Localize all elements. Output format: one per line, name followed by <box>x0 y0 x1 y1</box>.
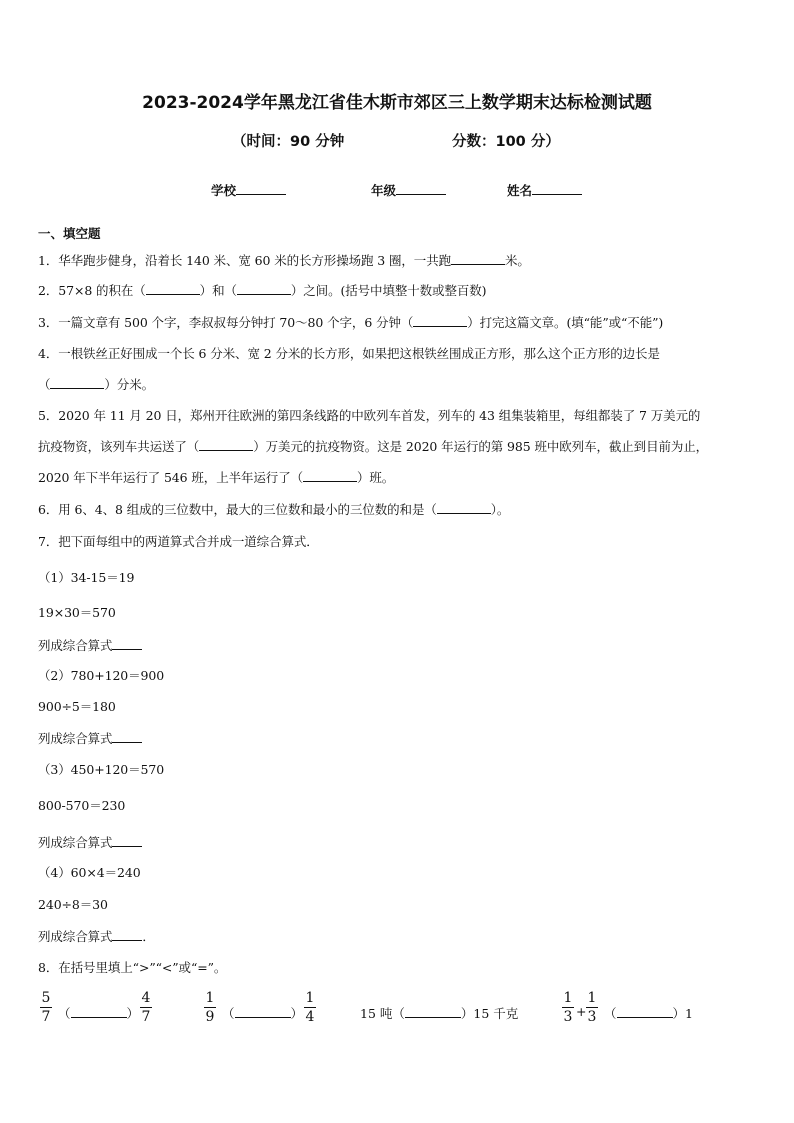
grade-label: 年级 <box>371 183 397 198</box>
school-blank[interactable] <box>236 182 286 195</box>
numerator: 1 <box>563 990 573 1006</box>
question-text: 4．一根铁丝正好围成一个长 6 分米、宽 2 分米的长方形，如果把这根铁丝围成正方形，那么这个正方形的边长是 <box>38 346 660 361</box>
question-5-cont <box>38 437 708 455</box>
school-label: 学校 <box>211 183 237 198</box>
compare-slot-3[interactable] <box>360 1004 518 1022</box>
paren-right: ） <box>126 1006 140 1021</box>
fraction-1-3-b <box>586 990 598 1025</box>
fraction-5-7 <box>40 990 52 1025</box>
name-label: 姓名 <box>507 183 533 198</box>
denominator: 3 <box>587 1009 597 1025</box>
fraction-1-9 <box>204 990 216 1025</box>
value-one: ）1 <box>672 1006 693 1021</box>
q7-group1-eq1: （1）34-15＝19 <box>38 570 135 585</box>
compare-slot-4[interactable] <box>604 1004 693 1022</box>
comparison-row <box>38 990 758 1040</box>
question-text: ）打完这篇文章。(填“能”或“不能”) <box>467 315 664 330</box>
denominator: 4 <box>305 1009 315 1025</box>
answer-blank[interactable] <box>413 315 467 327</box>
question-text: 列成综合算式 <box>38 929 113 944</box>
answer-blank[interactable] <box>112 835 142 847</box>
numerator: 5 <box>41 990 51 1006</box>
denominator: 9 <box>205 1009 215 1025</box>
question-text: 抗疫物资，该列车共运送了（ <box>38 439 200 454</box>
question-3 <box>38 313 663 331</box>
school-field[interactable] <box>211 181 286 199</box>
question-text: ）万美元的抗疫物资。这是 2020 年运行的第 985 班中欧列车，截止到目前为止， <box>253 439 709 454</box>
name-field[interactable] <box>507 181 582 199</box>
answer-blank[interactable] <box>405 1006 461 1018</box>
q7-group1-eq2: 19×30＝570 <box>38 605 116 620</box>
question-text: ）班。 <box>357 470 395 485</box>
question-text: 1．华华跑步健身，沿着长 140 米、宽 60 米的长方形操场跑 3 圈，一共跑 <box>38 253 452 268</box>
answer-blank[interactable] <box>199 439 253 451</box>
answer-blank[interactable] <box>112 638 142 650</box>
exam-meta <box>232 130 560 151</box>
numerator: 4 <box>141 990 151 1006</box>
question-text: ）和（ <box>199 283 237 298</box>
q7-group2-eq1: （2）780+120＝900 <box>38 668 165 683</box>
question-text: 列成综合算式 <box>38 835 113 850</box>
question-text: （ <box>38 377 51 392</box>
denominator: 3 <box>563 1009 573 1025</box>
exam-time: （时间：90 分钟 <box>232 134 345 150</box>
question-4 <box>38 344 660 362</box>
question-text: ）分米。 <box>104 377 155 392</box>
weight-tons: 15 吨（ <box>360 1006 405 1021</box>
answer-blank[interactable] <box>112 731 142 743</box>
grade-blank[interactable] <box>396 182 446 195</box>
answer-blank[interactable] <box>71 1006 127 1018</box>
answer-blank[interactable] <box>437 502 491 514</box>
q7-group3-eq2: 800-570＝230 <box>38 798 126 813</box>
fraction-1-4 <box>304 990 316 1025</box>
paren-left: （ <box>58 1006 71 1021</box>
answer-blank[interactable] <box>146 283 200 295</box>
question-text: ． <box>142 929 155 944</box>
denominator: 7 <box>141 1009 151 1025</box>
q7-group4-answer <box>38 927 155 945</box>
compare-slot-1[interactable] <box>58 1004 139 1022</box>
question-4-cont <box>38 375 154 393</box>
question-7: 7．把下面每组中的两道算式合并成一道综合算式． <box>38 534 319 549</box>
q7-group3-eq1: （3）450+120＝570 <box>38 762 165 777</box>
q7-group4-eq2: 240÷8＝30 <box>38 897 108 912</box>
q7-group3-answer <box>38 833 142 851</box>
grade-field[interactable] <box>371 181 446 199</box>
answer-blank[interactable] <box>112 929 142 941</box>
q7-group2-answer <box>38 729 142 747</box>
page-title: 2023-2024学年黑龙江省佳木斯市郊区三上数学期末达标检测试题 <box>142 93 652 113</box>
question-2 <box>38 281 486 299</box>
question-text: 列成综合算式 <box>38 731 113 746</box>
weight-kg: ）15 千克 <box>460 1006 519 1021</box>
section-heading: 一、填空题 <box>38 226 101 241</box>
plus-sign: + <box>576 1004 587 1019</box>
q7-group2-eq2: 900÷5＝180 <box>38 699 116 714</box>
question-text: 2020 年下半年运行了 546 班，上半年运行了（ <box>38 470 303 485</box>
question-text: 6．用 6、4、8 组成的三位数中，最大的三位数和最小的三位数的和是（ <box>38 502 437 517</box>
question-text: 列成综合算式 <box>38 638 113 653</box>
answer-blank[interactable] <box>451 253 505 265</box>
question-5-cont2 <box>38 468 394 486</box>
question-8: 8．在括号里填上“>”“<”或“=”。 <box>38 960 227 975</box>
question-1 <box>38 251 530 269</box>
answer-blank[interactable] <box>50 377 104 389</box>
question-text: ）。 <box>490 502 510 517</box>
question-5 <box>38 406 700 424</box>
question-6 <box>38 500 509 518</box>
answer-blank[interactable] <box>235 1006 291 1018</box>
name-blank[interactable] <box>532 182 582 195</box>
paren-left: （ <box>604 1006 617 1021</box>
question-text: ）之间。(括号中填整十数或整百数) <box>290 283 487 298</box>
numerator: 1 <box>205 990 215 1006</box>
exam-score: 分数：100 分） <box>452 134 560 150</box>
compare-slot-2[interactable] <box>222 1004 303 1022</box>
paren-left: （ <box>222 1006 235 1021</box>
numerator: 1 <box>587 990 597 1006</box>
q7-group1-answer <box>38 636 142 654</box>
question-text: 米。 <box>505 253 530 268</box>
q7-group4-eq1: （4）60×4＝240 <box>38 865 141 880</box>
answer-blank[interactable] <box>237 283 291 295</box>
answer-blank[interactable] <box>617 1006 673 1018</box>
answer-blank[interactable] <box>303 470 357 482</box>
numerator: 1 <box>305 990 315 1006</box>
question-text: 5．2020 年 11 月 20 日，郑州开往欧洲的第四条线路的中欧列车首发，列车的 43 组集装箱里，每组都装了 7 万美元的 <box>38 408 701 423</box>
question-text: 3．一篇文章有 500 个字，李叔叔每分钟打 70～80 个字，6 分钟（ <box>38 315 414 330</box>
denominator: 7 <box>41 1009 51 1025</box>
question-text: 2．57×8 的积在（ <box>38 283 146 298</box>
fraction-1-3-a <box>562 990 574 1025</box>
paren-right: ） <box>290 1006 304 1021</box>
fraction-4-7 <box>140 990 152 1025</box>
